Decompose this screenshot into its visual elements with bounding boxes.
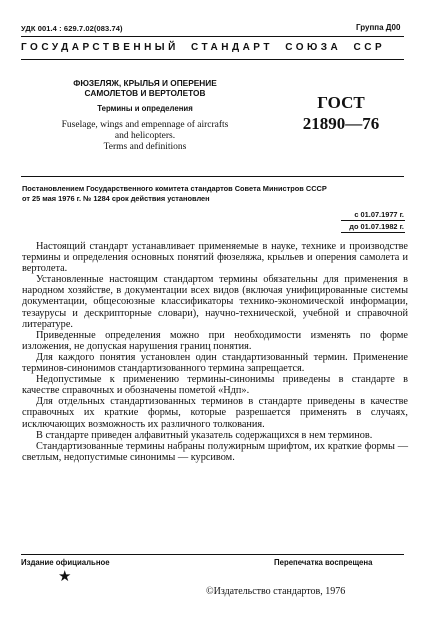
footer-rule: [21, 554, 404, 555]
paragraph: Приведенные определения можно при необходимости изменять по форме изложения, не допуская нарушения границ понятия.: [22, 329, 408, 352]
paragraph: Установленные настоящим стандартом термины обязательны для применения в народном хозяйстве, в документации всех видов (включая унифицированные системы документации, общесоюзные классификаторы технико-экономической информации, тезаурусы и дескрипторные словари), научно-технической, учебной и справочной литературе.: [22, 274, 408, 330]
title-line-1: ФЮЗЕЛЯЖ, КРЫЛЬЯ И ОПЕРЕНИЕ: [73, 78, 217, 88]
decree-line-2: от 25 мая 1976 г. № 1284 срок действия установлен: [22, 194, 210, 203]
paragraph: В стандарте приведен алфавитный указатель содержащихся в нем терминов.: [36, 429, 373, 441]
title-en-line-2: and helicopters.: [114, 131, 176, 141]
udk-code: УДК 001.4 : 629.7.02(083.74): [21, 24, 123, 33]
body-text: [22, 241, 408, 463]
title-en-line-1: Fuselage, wings and empennage of aircrafts: [61, 120, 229, 130]
copyright-line: ©Издательство стандартов, 1976: [206, 586, 346, 597]
heading-rule: [21, 59, 404, 60]
paragraph: Недопустимые к применению термины-синонимы приведены в стандарте в качестве справочных и обозначены пометой «Ндп».: [22, 374, 408, 397]
validity-dates: [341, 209, 405, 233]
title-line-2: САМОЛЕТОВ И ВЕРТОЛЕТОВ: [84, 88, 206, 98]
top-rule: [21, 36, 404, 37]
official-edition-label: Издание официальное: [21, 558, 110, 567]
gost-label: ГОСТ: [317, 93, 365, 112]
decree-rule: [21, 176, 404, 177]
document-subtitle-ru: Термины и определения: [97, 104, 193, 113]
document-title-en: [40, 120, 250, 153]
title-en-line-3: Terms and definitions: [103, 142, 187, 152]
group-code: Группа Д00: [356, 23, 401, 32]
reprint-prohibited-label: Перепечатка воспрещена: [274, 558, 373, 567]
decree-line-1: Постановлением Государственного комитета стандартов Совета Министров СССР: [22, 184, 327, 193]
paragraph: Для отдельных стандартизованных терминов в стандарте приведены в качестве справочных их краткие формы, которые разрешается применять в случаях, исключающих возможность их различного толкования.: [22, 396, 408, 430]
paragraph: Для каждого понятия установлен один стандартизованный термин. Применение терминов-синонимов стандартизованного термина запрещается.: [22, 351, 408, 375]
gost-number: 21890—76: [302, 114, 380, 133]
document-title-ru: [40, 78, 250, 98]
valid-from: с 01.07.1977 г.: [341, 209, 405, 221]
state-standard-heading: ГОСУДАРСТВЕННЫЙ СТАНДАРТ СОЮЗА ССР: [21, 42, 386, 53]
decree-text: [22, 184, 408, 204]
paragraph: Настоящий стандарт устанавливает применяемые в науке, технике и производстве термины и определения основных понятий фюзеляжа, крыльев и оперения самолета и вертолета.: [22, 241, 408, 275]
paragraph: Стандартизованные термины набраны полужирным шрифтом, их краткие формы — светлым, недопустимые синонимы — курсивом.: [22, 440, 408, 463]
valid-to: до 01.07.1982 г.: [341, 221, 405, 233]
star-icon: ★: [58, 569, 72, 585]
